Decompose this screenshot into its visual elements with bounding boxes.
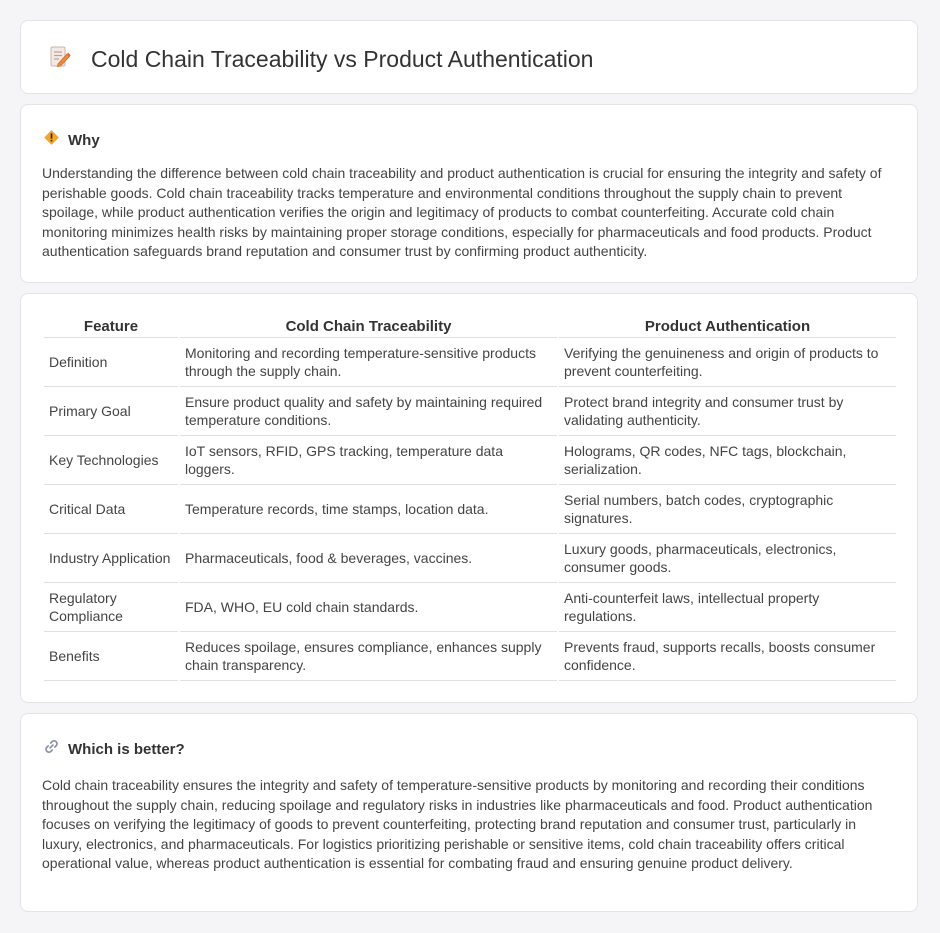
authentication-cell: Holograms, QR codes, NFC tags, blockchain, serialization. xyxy=(559,436,896,485)
table-row xyxy=(44,632,896,681)
table-row xyxy=(44,534,896,583)
authentication-cell: Prevents fraud, supports recalls, boosts consumer confidence. xyxy=(559,632,896,681)
why-card xyxy=(20,104,918,283)
why-heading: Why xyxy=(68,131,100,149)
feature-cell: Key Technologies xyxy=(44,436,178,485)
cold-chain-cell: Reduces spoilage, ensures compliance, enhances supply chain transparency. xyxy=(180,632,557,681)
cold-chain-cell: Monitoring and recording temperature-sensitive products through the supply chain. xyxy=(180,338,557,387)
cold-chain-cell: Temperature records, time stamps, location data. xyxy=(180,485,557,534)
table-row xyxy=(44,338,896,387)
header-feature: Feature xyxy=(44,316,178,338)
notepad-pencil-icon xyxy=(47,45,71,74)
feature-cell: Regulatory Compliance xyxy=(44,583,178,632)
authentication-cell: Verifying the genuineness and origin of products to prevent counterfeiting. xyxy=(559,338,896,387)
header-cold-chain: Cold Chain Traceability xyxy=(180,316,557,338)
cold-chain-cell: FDA, WHO, EU cold chain standards. xyxy=(180,583,557,632)
diamond-warning-icon xyxy=(43,129,60,151)
table-row xyxy=(44,387,896,436)
table-row xyxy=(44,583,896,632)
feature-cell: Definition xyxy=(44,338,178,387)
feature-cell: Industry Application xyxy=(44,534,178,583)
cold-chain-cell: IoT sensors, RFID, GPS tracking, temperature data loggers. xyxy=(180,436,557,485)
authentication-cell: Protect brand integrity and consumer trust by validating authenticity. xyxy=(559,387,896,436)
table-row xyxy=(44,485,896,534)
feature-cell: Primary Goal xyxy=(44,387,178,436)
comparison-table xyxy=(42,316,898,681)
feature-cell: Benefits xyxy=(44,632,178,681)
comparison-card xyxy=(20,293,918,703)
header-authentication: Product Authentication xyxy=(559,316,896,338)
which-better-heading: Which is better? xyxy=(68,740,185,758)
table-row xyxy=(44,436,896,485)
title-card xyxy=(20,20,918,94)
link-icon xyxy=(43,738,60,760)
why-text: Understanding the difference between cold chain traceability and product authentication is crucial for ensuring the integrity and safety of perishable goods. Cold chain traceability tracks temperature and environmental conditions throughout the supply chain to prevent spoilage, while product authentication verifies the origin and legitimacy of products to combat counterfeiting. Accurate cold chain monitoring minimizes health risks by maintaining proper storage conditions, especially for pharmaceuticals and food products. Product authentication safeguards brand reputation and consumer trust by confirming product authenticity. xyxy=(42,165,882,259)
authentication-cell: Anti-counterfeit laws, intellectual property regulations. xyxy=(559,583,896,632)
cold-chain-cell: Pharmaceuticals, food & beverages, vaccines. xyxy=(180,534,557,583)
authentication-cell: Luxury goods, pharmaceuticals, electronics, consumer goods. xyxy=(559,534,896,583)
feature-cell: Critical Data xyxy=(44,485,178,534)
page-title: Cold Chain Traceability vs Product Authentication xyxy=(91,46,594,72)
which-better-card xyxy=(20,713,918,912)
which-better-text: Cold chain traceability ensures the integrity and safety of temperature-sensitive products by monitoring and recording their conditions throughout the supply chain, reducing spoilage and regulatory risks in industries like pharmaceuticals and food. Product authentication focuses on verifying the legitimacy of goods to prevent counterfeiting, protecting brand reputation and consumer trust, particularly in luxury, electronics, and pharmaceuticals. For logistics prioritizing perishable or sensitive items, cold chain traceability offers critical operational value, whereas product authentication is essential for combating fraud and ensuring genuine product delivery. xyxy=(42,777,873,871)
authentication-cell: Serial numbers, batch codes, cryptographic signatures. xyxy=(559,485,896,534)
table-header-row xyxy=(44,316,896,338)
cold-chain-cell: Ensure product quality and safety by maintaining required temperature conditions. xyxy=(180,387,557,436)
